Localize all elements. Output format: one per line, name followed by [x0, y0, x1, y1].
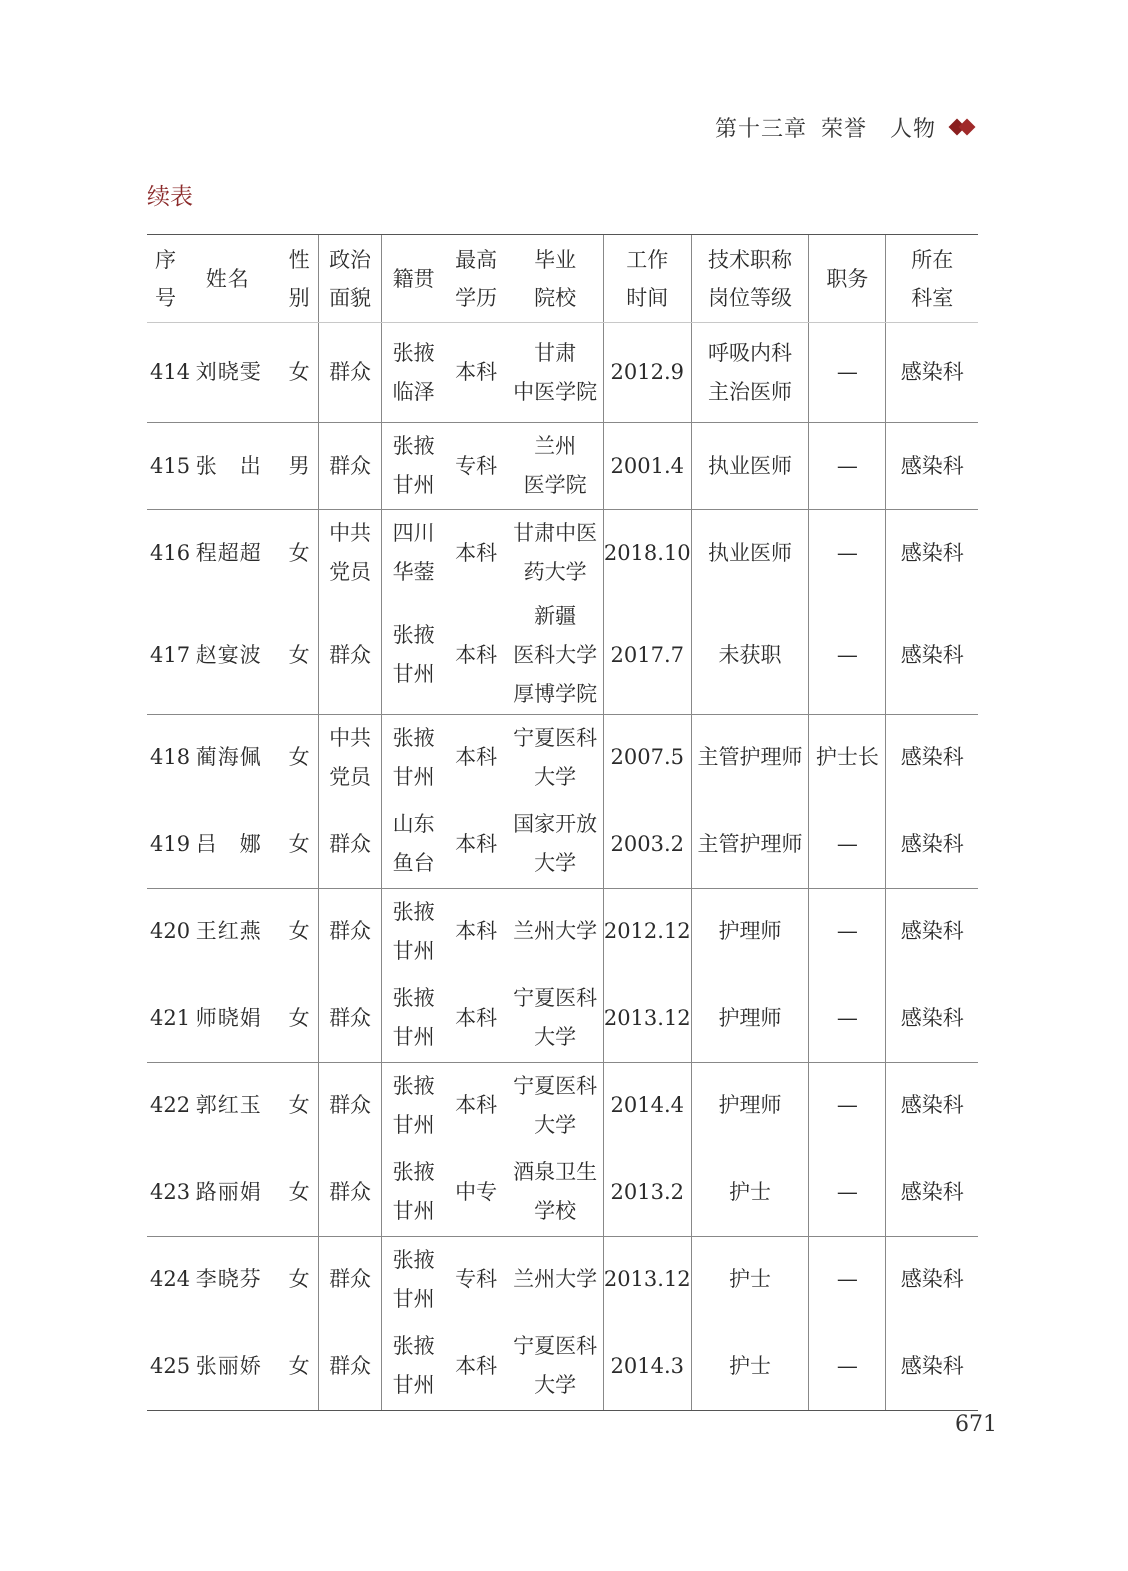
cell-work-time: 2014.4: [603, 1062, 691, 1149]
cell-no: 423: [147, 1149, 196, 1236]
cell-name: 蔺海佩: [195, 745, 262, 770]
cell-no: 420: [150, 919, 191, 944]
cell-work-time: 2007.5: [603, 714, 691, 801]
table-row: [147, 888, 978, 975]
header-native: 籍贯: [382, 235, 445, 323]
cell-no: 419: [147, 801, 196, 888]
cell-sex: 男: [280, 423, 318, 510]
cell-school: 甘肃 中医学院: [507, 323, 603, 423]
cell-native: 张掖 甘州: [382, 1323, 445, 1410]
cell-education: 本科: [445, 801, 508, 888]
diamond-ornament-icon: [948, 118, 978, 138]
cell-title: 护士: [691, 1149, 809, 1236]
cell-work-time: 2013.12: [603, 975, 691, 1062]
cell-sex: 女: [280, 1323, 318, 1410]
table-row: [147, 510, 978, 597]
cell-no: 415: [147, 423, 196, 510]
cell-no: 422: [150, 1093, 191, 1118]
continued-label: 续表: [147, 184, 193, 210]
cell-position: —: [809, 801, 886, 888]
cell-school: 国家开放 大学: [507, 801, 603, 888]
cell-political: 群众: [318, 323, 382, 423]
cell-political: 群众: [318, 801, 382, 888]
cell-education: 本科: [445, 597, 508, 715]
cell-position: —: [809, 975, 886, 1062]
header-school: 毕业 院校: [507, 235, 603, 323]
cell-name: 程超超: [195, 540, 262, 565]
cell-no: 425: [147, 1323, 196, 1410]
cell-position: —: [809, 323, 886, 423]
cell-title: 护士: [691, 1323, 809, 1410]
cell-position: —: [809, 1323, 886, 1410]
cell-dept: 感染科: [886, 323, 978, 423]
cell-native: 张掖 甘州: [382, 1062, 445, 1149]
cell-dept: 感染科: [886, 597, 978, 715]
cell-position: —: [809, 597, 886, 715]
table-row: [147, 1236, 978, 1323]
table-row: [147, 801, 978, 888]
cell-title: 护理师: [691, 888, 809, 975]
cell-sex: 女: [280, 1149, 318, 1236]
cell-no: 418: [150, 745, 191, 770]
table-row: [147, 1149, 978, 1236]
cell-education: 本科: [455, 1093, 498, 1118]
table-header-row: [147, 235, 978, 323]
cell-no: 424: [150, 1267, 191, 1292]
cell-school: 甘肃中医 药大学: [513, 521, 598, 585]
cell-name: 吕 娜: [196, 801, 281, 888]
cell-title: 呼吸内科 主治医师: [691, 323, 809, 423]
table-row: [147, 1062, 978, 1149]
cell-work-time: 2013.2: [603, 1149, 691, 1236]
cell-position: —: [809, 1149, 886, 1236]
cell-title: 主管护理师: [691, 801, 809, 888]
cell-no: 421: [147, 975, 196, 1062]
cell-native: 张掖 甘州: [382, 714, 445, 801]
header-dept: 所在 科室: [886, 235, 978, 323]
table-row: [147, 597, 978, 715]
table-row: [147, 1323, 978, 1410]
cell-native: 山东 鱼台: [382, 801, 445, 888]
header-education: 最高 学历: [445, 235, 508, 323]
cell-dept: 感染科: [886, 423, 978, 510]
header-name: 姓名: [196, 235, 281, 323]
cell-education: 本科: [445, 975, 508, 1062]
cell-native: 张掖 甘州: [382, 423, 445, 510]
cell-position: —: [809, 510, 886, 597]
cell-title: 主管护理师: [691, 714, 809, 801]
cell-no: 417: [147, 597, 196, 715]
cell-native: 张掖 甘州: [382, 1149, 445, 1236]
cell-education: 本科: [445, 323, 508, 423]
cell-position: —: [809, 1062, 886, 1149]
cell-sex: 女: [288, 919, 310, 944]
cell-sex: 女: [280, 801, 318, 888]
cell-political: 中共 党员: [318, 714, 382, 801]
header-sex: 性 别: [280, 235, 318, 323]
cell-work-time: 2012.12: [603, 888, 691, 975]
cell-school: 兰州大学: [513, 1267, 598, 1292]
cell-title: 执业医师: [691, 423, 809, 510]
header-political: 政治 面貌: [318, 235, 382, 323]
cell-political: 群众: [318, 1062, 382, 1149]
cell-sex: 女: [288, 1267, 310, 1292]
cell-work-time: 2012.9: [603, 323, 691, 423]
cell-title: 护理师: [691, 1062, 809, 1149]
cell-sex: 女: [280, 323, 318, 423]
cell-name: 郭红玉: [195, 1093, 262, 1118]
cell-sex: 女: [288, 540, 310, 565]
cell-name: 李晓芬: [195, 1267, 262, 1292]
cell-title: 未获职: [691, 597, 809, 715]
cell-education: 本科: [445, 1323, 508, 1410]
cell-dept: 感染科: [886, 888, 978, 975]
cell-political: 中共 党员: [318, 510, 382, 597]
cell-school: 宁夏医科 大学: [513, 725, 598, 789]
cell-education: 本科: [455, 745, 498, 770]
cell-native: 张掖 甘州: [382, 975, 445, 1062]
cell-dept: 感染科: [886, 1236, 978, 1323]
cell-native: 张掖 甘州: [382, 1236, 445, 1323]
table-row: [147, 423, 978, 510]
cell-school: 宁夏医科 大学: [507, 1323, 603, 1410]
cell-title: 护士: [691, 1236, 809, 1323]
cell-name: 王红燕: [195, 919, 262, 944]
section-label: 荣誉 人物: [820, 117, 936, 142]
cell-school: 酒泉卫生 学校: [507, 1149, 603, 1236]
cell-dept: 感染科: [886, 510, 978, 597]
cell-name: 张丽娇: [196, 1323, 281, 1410]
cell-position: 护士长: [809, 714, 886, 801]
chapter-label: 第十三章: [714, 117, 807, 142]
cell-work-time: 2018.10: [603, 510, 691, 597]
cell-position: —: [809, 888, 886, 975]
cell-no: 416: [150, 540, 191, 565]
cell-native: 张掖 甘州: [382, 597, 445, 715]
cell-work-time: 2017.7: [603, 597, 691, 715]
cell-work-time: 2014.3: [603, 1323, 691, 1410]
cell-sex: 女: [280, 975, 318, 1062]
header-no: 序 号: [147, 235, 196, 323]
table-body: [147, 323, 978, 1411]
cell-school: 宁夏医科 大学: [513, 1073, 598, 1137]
table-row: [147, 323, 978, 423]
cell-native: 张掖 甘州: [382, 888, 445, 975]
cell-political: 群众: [318, 597, 382, 715]
cell-no: 414: [147, 323, 196, 423]
cell-school: 兰州大学: [513, 919, 598, 944]
cell-school: 宁夏医科 大学: [507, 975, 603, 1062]
cell-work-time: 2003.2: [603, 801, 691, 888]
cell-sex: 女: [280, 597, 318, 715]
cell-political: 群众: [318, 423, 382, 510]
cell-sex: 女: [288, 745, 310, 770]
cell-name: 赵宴波: [196, 597, 281, 715]
cell-work-time: 2013.12: [603, 1236, 691, 1323]
cell-name: 张 岀: [196, 423, 281, 510]
table-row: [147, 975, 978, 1062]
cell-education: 专科: [445, 423, 508, 510]
cell-work-time: 2001.4: [603, 423, 691, 510]
cell-education: 本科: [455, 540, 498, 565]
cell-dept: 感染科: [886, 1149, 978, 1236]
cell-position: —: [809, 1236, 886, 1323]
cell-name: 路丽娟: [196, 1149, 281, 1236]
header-position: 职务: [809, 235, 886, 323]
cell-political: 群众: [318, 888, 382, 975]
cell-native: 张掖 临泽: [382, 323, 445, 423]
header-work-time: 工作 时间: [603, 235, 691, 323]
cell-name: 刘晓雯: [196, 323, 281, 423]
cell-education: 本科: [455, 919, 498, 944]
cell-native: 四川 华蓥: [382, 510, 445, 597]
cell-political: 群众: [318, 1236, 382, 1323]
cell-school: 新疆 医科大学 厚博学院: [507, 597, 603, 715]
page-number: 671: [955, 1412, 997, 1437]
cell-dept: 感染科: [886, 801, 978, 888]
staff-table: [147, 234, 978, 1411]
cell-dept: 感染科: [886, 1323, 978, 1410]
cell-political: 群众: [318, 1149, 382, 1236]
cell-title: 执业医师: [691, 510, 809, 597]
cell-school: 兰州 医学院: [507, 423, 603, 510]
table-row: [147, 714, 978, 801]
header-title: 技术职称 岗位等级: [691, 235, 809, 323]
cell-sex: 女: [288, 1093, 310, 1118]
cell-name: 师晓娟: [196, 975, 281, 1062]
cell-education: 专科: [455, 1267, 498, 1292]
cell-dept: 感染科: [886, 1062, 978, 1149]
cell-political: 群众: [318, 1323, 382, 1410]
cell-dept: 感染科: [886, 975, 978, 1062]
cell-dept: 感染科: [886, 714, 978, 801]
cell-political: 群众: [318, 975, 382, 1062]
cell-education: 中专: [445, 1149, 508, 1236]
running-header: [715, 112, 978, 143]
cell-title: 护理师: [691, 975, 809, 1062]
cell-position: —: [809, 423, 886, 510]
